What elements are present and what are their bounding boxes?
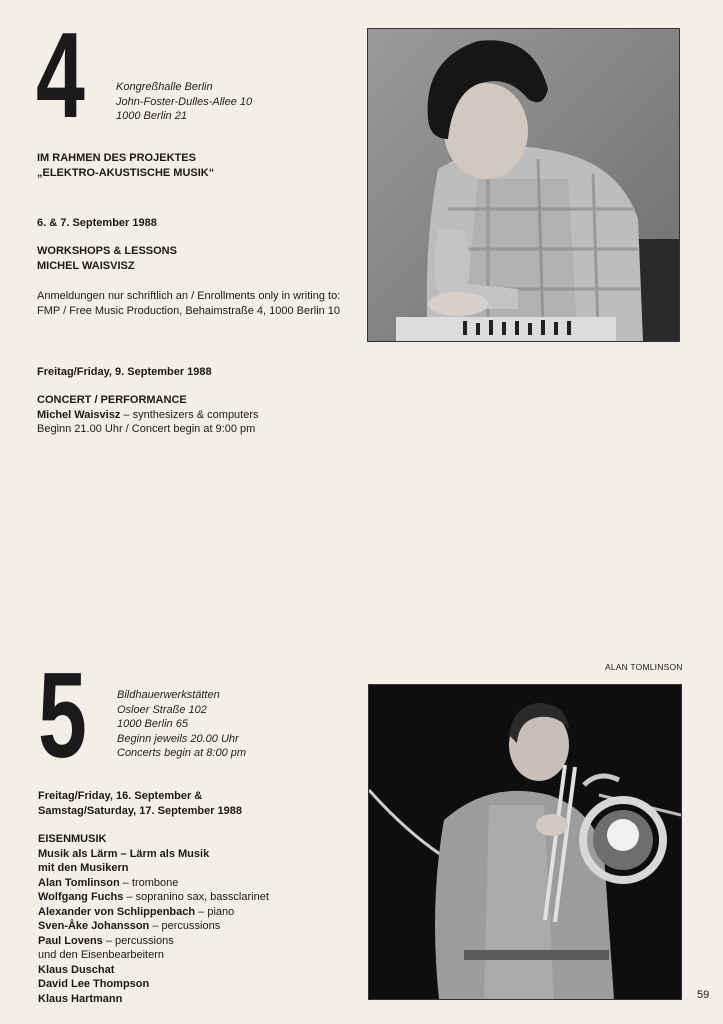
venue-line: 1000 Berlin 65 (117, 718, 188, 730)
musician-instrument: – trombone (119, 876, 179, 889)
trombonist-photo-illustration (369, 685, 681, 999)
performer-photo-illustration (368, 29, 679, 341)
venue-line: Osloer Straße 102 (117, 703, 207, 716)
photo-caption: ALAN TOMLINSON (605, 662, 683, 672)
venue-address-4 (116, 80, 252, 124)
concert-instrument: – synthesizers & computers (120, 408, 259, 421)
musician-name: Alexander von Schlippenbach (38, 905, 196, 918)
and-workers-line: und den Eisenbearbeitern (38, 949, 164, 961)
musician-name: Sven-Åke Johansson (38, 920, 150, 932)
musician-instrument: – sopranino sax, bassclarinet (123, 891, 269, 903)
photo-michel-waisvisz (367, 28, 680, 342)
section-number-5: 5 (38, 647, 86, 783)
date-line: Samstag/Saturday, 17. September 1988 (38, 804, 243, 817)
concert-time: Beginn 21.00 Uhr / Concert begin at 9:00 pm (37, 423, 256, 435)
concert-artist-line (37, 408, 259, 423)
venue-line: Concerts begin at 8:00 pm (117, 747, 247, 759)
workshop-heading (37, 244, 177, 273)
enrollment-line: FMP / Free Music Production, Behaimstraße 4, 1000 Berlin 10 (37, 304, 341, 317)
worker-name: Klaus Hartmann (38, 992, 123, 1005)
musician-row (38, 934, 269, 949)
section-number-4: 4 (36, 7, 84, 143)
worker-name: Klaus Duschat (38, 963, 115, 976)
musician-name: Alan Tomlinson (38, 876, 120, 889)
venue-line: 1000 Berlin 21 (116, 110, 187, 122)
workshop-line: MICHEL WAISVISZ (37, 259, 135, 272)
project-heading (37, 151, 214, 180)
musician-name: Paul Lovens (38, 934, 103, 947)
concert-artist: Michel Waisvisz (37, 408, 121, 421)
musician-name: Wolfgang Fuchs (38, 891, 124, 903)
musician-instrument: – piano (195, 905, 235, 918)
concert-date: Freitag/Friday, 9. September 1988 (37, 366, 212, 378)
workshop-date: 6. & 7. September 1988 (37, 217, 157, 229)
venue-line: Kongreßhalle Berlin (116, 81, 213, 93)
eisenmusik-subtitle: Musik als Lärm – Lärm als Musik (38, 847, 210, 860)
musician-row (38, 876, 269, 891)
musician-row (38, 905, 269, 920)
venue-line: Beginn jeweils 20.00 Uhr (117, 732, 239, 745)
venue-address-5 (117, 688, 246, 761)
eisenmusik-title: EISENMUSIK (38, 833, 107, 845)
enrollment-line: Anmeldungen nur schriftlich an / Enrollments only in writing to: (37, 290, 341, 302)
enrollment-info (37, 289, 340, 318)
page-number: 59 (697, 989, 710, 1001)
musician-row (38, 890, 269, 905)
musician-instrument: – percussions (149, 920, 221, 932)
workshop-line: WORKSHOPS & LESSONS (37, 245, 177, 257)
event5-dates (38, 789, 242, 818)
musician-instrument: – percussions (102, 934, 174, 947)
project-line: IM RAHMEN DES PROJEKTES (37, 152, 196, 164)
musician-row (38, 919, 269, 934)
concert-title: CONCERT / PERFORMANCE (37, 394, 187, 406)
eisenmusik-block (38, 832, 269, 1006)
eisenmusik-subtitle: mit den Musikern (38, 862, 129, 874)
concert-block (37, 393, 259, 437)
worker-name: David Lee Thompson (38, 978, 150, 990)
date-line: Freitag/Friday, 16. September & (38, 790, 203, 802)
venue-line: John-Foster-Dulles-Allee 10 (116, 95, 253, 108)
project-line: „ELEKTRO-AKUSTISCHE MUSIK“ (37, 166, 215, 179)
photo-alan-tomlinson (368, 684, 682, 1000)
venue-line: Bildhauerwerkstätten (117, 689, 220, 701)
